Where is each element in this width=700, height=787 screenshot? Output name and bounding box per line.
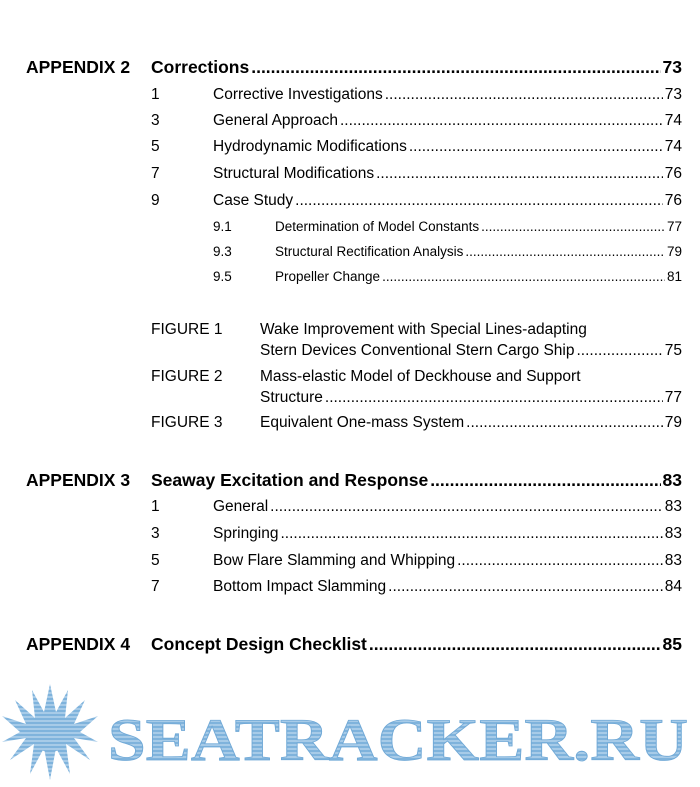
section-title: General Approach bbox=[213, 112, 338, 129]
page-number: 76 bbox=[664, 192, 682, 209]
section-number: 1 bbox=[151, 498, 160, 515]
leader-dots bbox=[281, 525, 663, 543]
section-title: Corrective Investigations bbox=[213, 86, 383, 103]
section-number: 3 bbox=[151, 525, 160, 542]
page-number: 79 bbox=[664, 414, 682, 431]
page-number: 83 bbox=[664, 525, 682, 542]
page-number: 81 bbox=[666, 269, 682, 284]
page-number: 75 bbox=[664, 342, 682, 359]
figure-label: FIGURE 1 bbox=[151, 321, 223, 338]
section-title: Bow Flare Slamming and Whipping bbox=[213, 552, 456, 569]
page-number: 77 bbox=[666, 219, 682, 234]
section-title: General bbox=[213, 498, 269, 515]
figure-title-line1: Wake Improvement with Special Lines-adapting bbox=[260, 321, 587, 338]
leader-dots bbox=[251, 57, 660, 78]
appendix-label: APPENDIX 3 bbox=[26, 470, 131, 490]
leader-dots bbox=[369, 634, 661, 655]
appendix-label: APPENDIX 4 bbox=[26, 634, 131, 654]
leader-dots bbox=[465, 244, 665, 259]
section-number: 9 bbox=[151, 192, 160, 209]
section-title: Case Study bbox=[213, 192, 294, 209]
leader-dots bbox=[430, 470, 660, 491]
figure-title: Equivalent One-mass System bbox=[260, 414, 465, 431]
section-title: Structural Modifications bbox=[213, 165, 375, 182]
page-number: 83 bbox=[662, 470, 682, 490]
appendix-label: APPENDIX 2 bbox=[26, 57, 131, 77]
leader-dots bbox=[295, 192, 663, 210]
leader-dots bbox=[376, 165, 663, 183]
section-number: 7 bbox=[151, 578, 160, 595]
figure-title-line2: Stern Devices Conventional Stern Cargo Ship bbox=[260, 342, 575, 359]
appendix-title: Concept Design Checklist bbox=[151, 634, 367, 654]
figure-title-line2: Structure bbox=[260, 389, 323, 406]
watermark-text: SEATRACKER.RU bbox=[108, 707, 688, 773]
page-number: 74 bbox=[664, 138, 682, 155]
section-title: Bottom Impact Slamming bbox=[213, 578, 387, 595]
figure-row[interactable] bbox=[0, 366, 700, 410]
appendix-title: Corrections bbox=[151, 57, 250, 77]
appendix-title: Seaway Excitation and Response bbox=[151, 470, 429, 490]
subsection-title: Propeller Change bbox=[275, 269, 381, 284]
subsection-title: Determination of Model Constants bbox=[275, 219, 480, 234]
sun-icon bbox=[2, 684, 98, 780]
watermark bbox=[0, 682, 700, 782]
leader-dots bbox=[576, 340, 662, 361]
leader-dots bbox=[466, 412, 663, 433]
leader-dots bbox=[385, 86, 663, 104]
page-number: 73 bbox=[664, 86, 682, 103]
leader-dots bbox=[457, 552, 663, 570]
figure-label: FIGURE 3 bbox=[151, 414, 223, 431]
leader-dots bbox=[382, 269, 665, 284]
figure-title-line1: Mass-elastic Model of Deckhouse and Support bbox=[260, 368, 581, 385]
page-number: 73 bbox=[662, 57, 682, 77]
subsection-number: 9.3 bbox=[213, 244, 232, 259]
leader-dots bbox=[340, 112, 663, 130]
page-number: 85 bbox=[662, 634, 682, 654]
page-number: 76 bbox=[664, 165, 682, 182]
subsection-title: Structural Rectification Analysis bbox=[275, 244, 464, 259]
section-number: 5 bbox=[151, 138, 160, 155]
subsection-number: 9.5 bbox=[213, 269, 232, 284]
leader-dots bbox=[481, 219, 665, 234]
leader-dots bbox=[270, 498, 663, 516]
watermark-graphic bbox=[0, 682, 700, 782]
leader-dots bbox=[325, 387, 663, 408]
section-title: Springing bbox=[213, 525, 279, 542]
section-number: 7 bbox=[151, 165, 160, 182]
figure-label: FIGURE 2 bbox=[151, 368, 223, 385]
page-number: 83 bbox=[664, 552, 682, 569]
page-number: 77 bbox=[664, 389, 682, 406]
page-number: 74 bbox=[664, 112, 682, 129]
toc-entry bbox=[151, 57, 682, 78]
page-number: 79 bbox=[666, 244, 682, 259]
page-number: 84 bbox=[664, 578, 682, 595]
page-number: 83 bbox=[664, 498, 682, 515]
figure-row[interactable] bbox=[0, 319, 700, 363]
section-number: 5 bbox=[151, 552, 160, 569]
section-title: Hydrodynamic Modifications bbox=[213, 138, 407, 155]
section-number: 1 bbox=[151, 86, 160, 103]
subsection-number: 9.1 bbox=[213, 219, 232, 234]
section-number: 3 bbox=[151, 112, 160, 129]
leader-dots bbox=[409, 138, 663, 156]
leader-dots bbox=[388, 578, 663, 596]
